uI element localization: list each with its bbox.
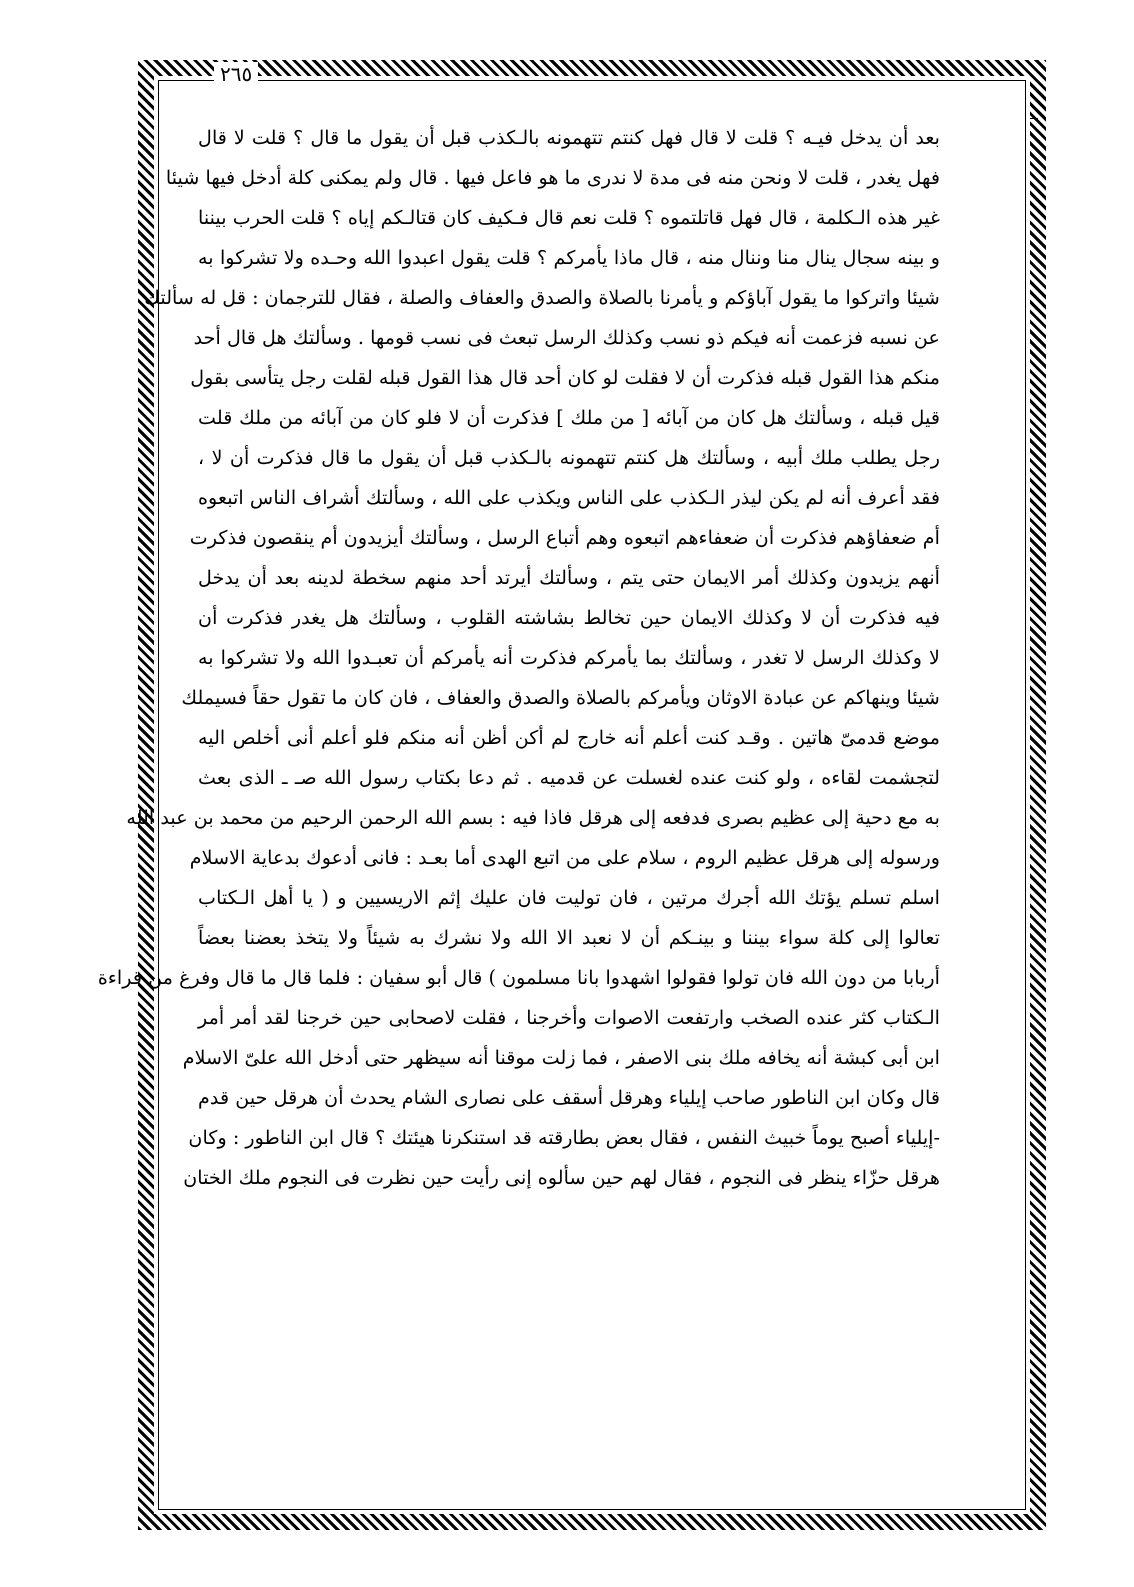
text-line: أنهم يزيدون وكذلك أمر الايمان حتى يتم ، وسألتك أيرتد أحد منهم سخطة لدينه بعد أن يدخل <box>198 566 940 589</box>
text-line: قال وكان ابن الناطور صاحب إيلياء وهرقل أسقف على نصارى الشام يحدث أن هرقل حين قدم <box>198 1086 940 1109</box>
text-line: لا وكذلك الرسل لا تغدر ، وسألتك بما يأمركم فذكرت أنه يأمركم أن تعبـدوا الله ولا تشركوا به <box>198 646 940 669</box>
text-line: شيئا وينهاكم عن عبادة الاوثان ويأمركم بالصلاة والصدق والعفاف ، فان كان ما تقول حقاً فسيملك <box>181 686 940 709</box>
text-line: -إيلياء أصبح يوماً خبيث النفس ، فقال بعض بطارقته قد استنكرنا هيئتك ؟ قال ابن الناطور : وكان <box>188 1126 940 1149</box>
text-line: شيئا واتركوا ما يقول آباؤكم و يأمرنا بالصلاة والصدق والعفاف والصلة ، فقال للترجمان : قل له سألتك <box>144 286 940 309</box>
text-line: غير هذه الـكلمة ، قال فهل قاتلتموه ؟ قلت نعم قال فـكيف كان قتالـكم إياه ؟ قلت الحرب بيننا <box>198 206 940 229</box>
text-line: ابن أبى كبشة أنه يخافه ملك بنى الاصفر ، فما زلت موقنا أنه سيظهر حتى أدخل الله علىّ الاسلام <box>182 1046 940 1069</box>
page-number: ٢٦٥ <box>214 62 258 86</box>
text-line: و بينه سجال ينال منا وننال منه ، قال ماذا يأمركم ؟ قلت يقول اعبدوا الله وحـده ولا تشركوا به <box>198 246 940 269</box>
text-line: لتجشمت لقاءه ، ولو كنت عنده لغسلت عن قدميه . ثم دعا بكتاب رسول الله صـ ـ الذى بعث <box>198 766 940 789</box>
text-line: فيه فذكرت أن لا وكذلك الايمان حين تخالط بشاشته القلوب ، وسألتك هل يغدر فذكرت أن <box>198 606 940 629</box>
text-line: بعد أن يدخل فيـه ؟ قلت لا قال فهل كنتم تتهمونه بالـكذب قبل أن يقول ما قال ؟ قلت لا قال <box>198 126 940 149</box>
text-line: منكم هذا القول قبله فذكرت أن لا فقلت لو كان أحد قال هذا القول قبله لقلت رجل يتأسى بقول <box>190 366 940 389</box>
text-line: رجل يطلب ملك أبيه ، وسألتك هل كنتم تتهمونه بالـكذب قبل أن يقول ما قال فذكرت أن لا ، <box>198 446 940 469</box>
text-line: قيل قبله ، وسألتك هل كان من آبائه [ من ملك ] فذكرت أن لا فلو كان من آبائه من ملك قلت <box>198 406 940 429</box>
body-text <box>97 118 940 1458</box>
text-line: هرقل حزّاء ينظر فى النجوم ، فقال لهم حين سألوه إنى رأيت حين نظرت فى النجوم ملك الختان <box>183 1166 940 1189</box>
text-line: أربابا من دون الله فان تولوا فقولوا اشهدوا بانا مسلمون ) قال أبو سفيان : فلما قال ما قال وفرغ من قراءة <box>97 966 940 989</box>
text-line: فقد أعرف أنه لم يكن ليذر الـكذب على الناس ويكذب على الله ، وسألتك أشراف الناس اتبعوه <box>198 486 940 509</box>
text-line: به مع دحية إلى عظيم بصرى فدفعه إلى هرقل فاذا فيه : بسم الله الرحمن الرحيم من محمد بن عبد الله <box>126 806 940 829</box>
text-line: ورسوله إلى هرقل عظيم الروم ، سلام على من اتبع الهدى أما بعـد : فانى أدعوك بدعاية الاسلام <box>189 846 940 869</box>
text-line: اسلم تسلم يؤتك الله أجرك مرتين ، فان توليت فان عليك إثم الاريسيين و ( يا أهل الـكتاب <box>198 886 940 909</box>
text-line: عن نسبه فزعمت أنه فيكم ذو نسب وكذلك الرسل تبعث فى نسب قومها . وسألتك هل قال أحد <box>193 326 940 349</box>
text-line: أم ضعفاؤهم فذكرت أن ضعفاءهم اتبعوه وهم أتباع الرسل ، وسألتك أيزيدون أم ينقصون فذكرت <box>189 526 940 549</box>
text-line: الـكتاب كثر عنده الصخب وارتفعت الاصوات وأخرجنا ، فقلت لاصحابى حين خرجنا لقد أمر أمر <box>198 1006 940 1029</box>
text-line: تعالوا إلى كلة سواء بيننا و بينـكم أن لا نعبد الا الله ولا نشرك به شيئاً ولا يتخذ بعضنا بعضاً <box>198 926 940 949</box>
margin-mark <box>1030 118 1038 119</box>
text-line: فهل يغدر ، قلت لا ونحن منه فى مدة لا ندرى ما هو فاعل فيها . قال ولم يمكنى كلة أدخل فيها شيئا <box>165 166 940 189</box>
text-line: موضع قدمىّ هاتين . وقـد كنت أعلم أنه خارج لم أكن أظن أنه منكم فلو أعلم أنى أخلص اليه <box>198 726 940 749</box>
